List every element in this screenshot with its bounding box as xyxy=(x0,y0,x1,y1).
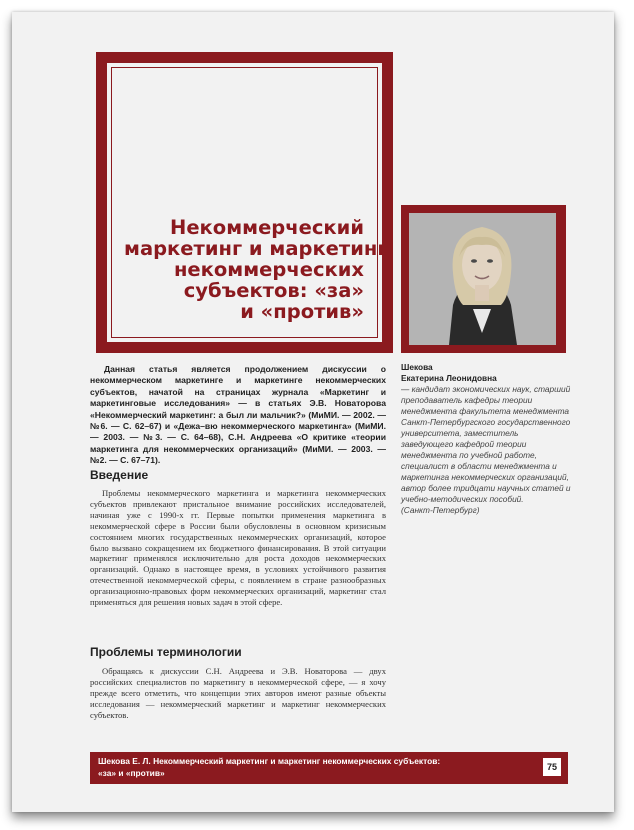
author-surname: Шекова xyxy=(401,362,433,372)
section-heading-terminology: Проблемы терминологии xyxy=(90,645,242,659)
terminology-paragraph: Обращаясь к дискуссии С.Н. Андреева и Э.В. Новаторова — двух российских специалистов по маркетингу в некоммерческой сфере, — я хочу прежде всего отметить, что концепции этих авторов имеют разные объекты исследования — некоммерческий маркетинг и маркетинг некоммерческих субъектов. xyxy=(90,666,386,720)
article-abstract: Данная статья является продолжением дискуссии о некоммерческом маркетинге и маркетинге некоммерческих субъектов, начатой на страницах журнала «Маркетинг и маркетинговые исследования» — в статьях Э.В. Новаторова «Некоммерческий маркетинг: а был ли мальчик?» (МиМИ. — 2002. — №6. — С. 62–67) и «Дежа–вю некоммерческого маркетинга» (МиМИ. — 2003. — №3. — С. 64–68), С.Н. Андреева «О критике «теории маркетинга для некоммерческих организаций» (МиМИ. — 2003. — №2. — С. 67–71). xyxy=(90,364,386,466)
journal-page xyxy=(12,12,614,812)
title-line: Некоммерческий xyxy=(170,216,364,239)
footer-citation-line: Шекова Е. Л. Некоммерческий маркетинг и маркетинг некоммерческих субъектов: xyxy=(98,756,441,766)
page-number: 75 xyxy=(542,757,562,777)
title-line: и «против» xyxy=(240,300,364,323)
title-line: субъектов: «за» xyxy=(183,279,364,302)
title-line: маркетинг и маркетинг xyxy=(124,237,388,260)
title-line: некоммерческих xyxy=(173,258,364,281)
section-heading-introduction: Введение xyxy=(90,468,149,482)
author-photo-frame xyxy=(401,205,566,353)
page-footer xyxy=(90,752,568,784)
author-info xyxy=(401,362,571,516)
author-photo xyxy=(409,213,556,345)
author-portrait-image xyxy=(409,213,556,345)
footer-citation-line: «за» и «против» xyxy=(98,768,165,778)
title-frame xyxy=(96,52,393,353)
introduction-paragraph: Проблемы некоммерческого маркетинга и маркетинга некоммерческих субъектов привлекают пристальное внимание российских исследователей, начиная уже с 1990-х гг. Первые попытки применения маркетинга в некоммерческой сфере в России были обусловлены в основном кризисным состоянием многих государственных некоммерческих организаций, которое было вызвано сокращением их бюджетного финансирования. В этой ситуации маркетинг применялся исключительно для роста доходов некоммерческих организаций. Однако в настоящее время, в условиях устойчивого развития отечественной некоммерческой сферы, с появлением в стране разнообразных организационно-правовых форм некоммерческих организаций, маркетинг стал применяться для решения новых задач в этой сфере. xyxy=(90,488,386,608)
author-bio: — кандидат экономических наук, старший преподаватель кафедры теории менеджмента факультета менеджмента Санкт-Петербургского государственного университета, заместитель заведующего кафедрой теории менеджмента по учебной работе, специалист в области менеджмента и маркетинга некоммерческих организаций, автор более тридцати научных статей и учебно-методических пособий. xyxy=(401,384,571,504)
footer-citation xyxy=(98,755,498,779)
title-frame-inner xyxy=(106,62,388,343)
article-title xyxy=(124,216,388,323)
author-city: (Санкт-Петербург) xyxy=(401,505,480,515)
author-given-names: Екатерина Леонидовна xyxy=(401,373,497,383)
